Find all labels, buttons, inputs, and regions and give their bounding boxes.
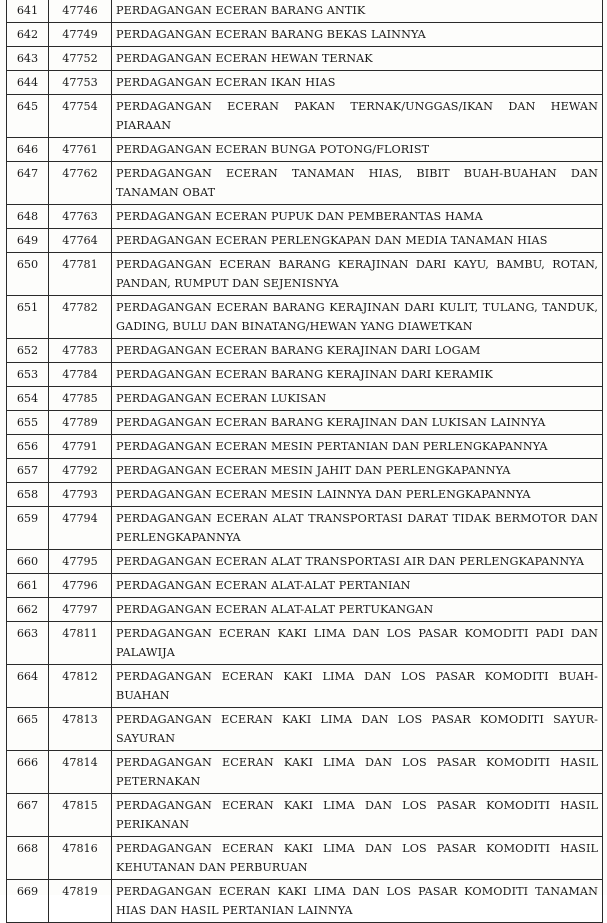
row-number: 659 bbox=[7, 507, 49, 550]
kbli-code: 47782 bbox=[49, 296, 112, 339]
row-number: 649 bbox=[7, 229, 49, 253]
kbli-code: 47792 bbox=[49, 459, 112, 483]
row-number: 654 bbox=[7, 387, 49, 411]
row-number: 664 bbox=[7, 665, 49, 708]
table-row bbox=[7, 837, 603, 880]
row-number: 663 bbox=[7, 622, 49, 665]
kbli-code: 47794 bbox=[49, 507, 112, 550]
table-row bbox=[7, 363, 603, 387]
kbli-code: 47764 bbox=[49, 229, 112, 253]
kbli-description: PERDAGANGAN ECERAN ALAT-ALAT PERTANIAN bbox=[112, 574, 603, 598]
kbli-description: PERDAGANGAN ECERAN LUKISAN bbox=[112, 387, 603, 411]
table-row bbox=[7, 459, 603, 483]
kbli-code: 47816 bbox=[49, 837, 112, 880]
table-row bbox=[7, 205, 603, 229]
kbli-description: PERDAGANGAN ECERAN BARANG ANTIK bbox=[112, 0, 603, 23]
kbli-code: 47761 bbox=[49, 138, 112, 162]
kbli-table bbox=[6, 0, 603, 923]
kbli-code: 47813 bbox=[49, 708, 112, 751]
kbli-description: PERDAGANGAN ECERAN MESIN PERTANIAN DAN PERLENGKAPANNYA bbox=[112, 435, 603, 459]
table-row bbox=[7, 253, 603, 296]
row-number: 652 bbox=[7, 339, 49, 363]
kbli-description: PERDAGANGAN ECERAN PAKAN TERNAK/UNGGAS/IKAN DAN HEWAN PIARAAN bbox=[112, 95, 603, 138]
table-row bbox=[7, 47, 603, 71]
kbli-table-body bbox=[7, 0, 603, 923]
table-row bbox=[7, 339, 603, 363]
kbli-description: PERDAGANGAN ECERAN BARANG BEKAS LAINNYA bbox=[112, 23, 603, 47]
row-number: 648 bbox=[7, 205, 49, 229]
row-number: 668 bbox=[7, 837, 49, 880]
table-row bbox=[7, 622, 603, 665]
row-number: 657 bbox=[7, 459, 49, 483]
kbli-description: PERDAGANGAN ECERAN KAKI LIMA DAN LOS PASAR KOMODITI TANAMAN HIAS DAN HASIL PERTANIAN LAINNYA bbox=[112, 880, 603, 923]
row-number: 667 bbox=[7, 794, 49, 837]
table-row bbox=[7, 550, 603, 574]
kbli-code: 47791 bbox=[49, 435, 112, 459]
row-number: 651 bbox=[7, 296, 49, 339]
kbli-description: PERDAGANGAN ECERAN BARANG KERAJINAN DARI KERAMIK bbox=[112, 363, 603, 387]
row-number: 665 bbox=[7, 708, 49, 751]
table-row bbox=[7, 296, 603, 339]
kbli-code: 47763 bbox=[49, 205, 112, 229]
row-number: 653 bbox=[7, 363, 49, 387]
kbli-description: PERDAGANGAN ECERAN KAKI LIMA DAN LOS PASAR KOMODITI HASIL KEHUTANAN DAN PERBURUAN bbox=[112, 837, 603, 880]
kbli-description: PERDAGANGAN ECERAN BARANG KERAJINAN DARI KULIT, TULANG, TANDUK, GADING, BULU DAN BINATANG/HEWAN YANG DIAWETKAN bbox=[112, 296, 603, 339]
table-row bbox=[7, 708, 603, 751]
kbli-description: PERDAGANGAN ECERAN KAKI LIMA DAN LOS PASAR KOMODITI BUAH-BUAHAN bbox=[112, 665, 603, 708]
row-number: 644 bbox=[7, 71, 49, 95]
kbli-code: 47749 bbox=[49, 23, 112, 47]
kbli-description: PERDAGANGAN ECERAN PUPUK DAN PEMBERANTAS HAMA bbox=[112, 205, 603, 229]
kbli-description: PERDAGANGAN ECERAN HEWAN TERNAK bbox=[112, 47, 603, 71]
table-row bbox=[7, 794, 603, 837]
kbli-description: PERDAGANGAN ECERAN KAKI LIMA DAN LOS PASAR KOMODITI SAYUR-SAYURAN bbox=[112, 708, 603, 751]
row-number: 641 bbox=[7, 0, 49, 23]
table-row bbox=[7, 483, 603, 507]
row-number: 646 bbox=[7, 138, 49, 162]
kbli-code: 47795 bbox=[49, 550, 112, 574]
row-number: 656 bbox=[7, 435, 49, 459]
kbli-description: PERDAGANGAN ECERAN ALAT TRANSPORTASI DARAT TIDAK BERMOTOR DAN PERLENGKAPANNYA bbox=[112, 507, 603, 550]
kbli-code: 47797 bbox=[49, 598, 112, 622]
kbli-code: 47811 bbox=[49, 622, 112, 665]
kbli-description: PERDAGANGAN ECERAN BARANG KERAJINAN DAN LUKISAN LAINNYA bbox=[112, 411, 603, 435]
table-row bbox=[7, 387, 603, 411]
kbli-description: PERDAGANGAN ECERAN KAKI LIMA DAN LOS PASAR KOMODITI HASIL PERIKANAN bbox=[112, 794, 603, 837]
kbli-code: 47753 bbox=[49, 71, 112, 95]
kbli-code: 47812 bbox=[49, 665, 112, 708]
kbli-code: 47754 bbox=[49, 95, 112, 138]
kbli-code: 47784 bbox=[49, 363, 112, 387]
row-number: 645 bbox=[7, 95, 49, 138]
row-number: 658 bbox=[7, 483, 49, 507]
kbli-description: PERDAGANGAN ECERAN ALAT TRANSPORTASI AIR DAN PERLENGKAPANNYA bbox=[112, 550, 603, 574]
table-row bbox=[7, 435, 603, 459]
kbli-description: PERDAGANGAN ECERAN PERLENGKAPAN DAN MEDIA TANAMAN HIAS bbox=[112, 229, 603, 253]
row-number: 647 bbox=[7, 162, 49, 205]
table-row bbox=[7, 598, 603, 622]
table-row bbox=[7, 880, 603, 923]
kbli-code: 47789 bbox=[49, 411, 112, 435]
table-row bbox=[7, 23, 603, 47]
kbli-description: PERDAGANGAN ECERAN TANAMAN HIAS, BIBIT BUAH-BUAHAN DAN TANAMAN OBAT bbox=[112, 162, 603, 205]
kbli-code: 47783 bbox=[49, 339, 112, 363]
kbli-code: 47781 bbox=[49, 253, 112, 296]
row-number: 650 bbox=[7, 253, 49, 296]
table-row bbox=[7, 665, 603, 708]
kbli-code: 47796 bbox=[49, 574, 112, 598]
row-number: 643 bbox=[7, 47, 49, 71]
kbli-code: 47785 bbox=[49, 387, 112, 411]
table-row bbox=[7, 507, 603, 550]
table-row bbox=[7, 162, 603, 205]
kbli-description: PERDAGANGAN ECERAN BARANG KERAJINAN DARI KAYU, BAMBU, ROTAN, PANDAN, RUMPUT DAN SEJENISNYA bbox=[112, 253, 603, 296]
table-row bbox=[7, 95, 603, 138]
kbli-description: PERDAGANGAN ECERAN IKAN HIAS bbox=[112, 71, 603, 95]
table-row bbox=[7, 411, 603, 435]
kbli-description: PERDAGANGAN ECERAN MESIN LAINNYA DAN PERLENGKAPANNYA bbox=[112, 483, 603, 507]
kbli-code: 47746 bbox=[49, 0, 112, 23]
table-row bbox=[7, 229, 603, 253]
row-number: 669 bbox=[7, 880, 49, 923]
row-number: 642 bbox=[7, 23, 49, 47]
kbli-description: PERDAGANGAN ECERAN KAKI LIMA DAN LOS PASAR KOMODITI HASIL PETERNAKAN bbox=[112, 751, 603, 794]
table-row bbox=[7, 751, 603, 794]
kbli-description: PERDAGANGAN ECERAN BARANG KERAJINAN DARI LOGAM bbox=[112, 339, 603, 363]
kbli-description: PERDAGANGAN ECERAN KAKI LIMA DAN LOS PASAR KOMODITI PADI DAN PALAWIJA bbox=[112, 622, 603, 665]
row-number: 666 bbox=[7, 751, 49, 794]
row-number: 655 bbox=[7, 411, 49, 435]
row-number: 660 bbox=[7, 550, 49, 574]
kbli-code: 47814 bbox=[49, 751, 112, 794]
kbli-code: 47793 bbox=[49, 483, 112, 507]
row-number: 662 bbox=[7, 598, 49, 622]
kbli-description: PERDAGANGAN ECERAN BUNGA POTONG/FLORIST bbox=[112, 138, 603, 162]
row-number: 661 bbox=[7, 574, 49, 598]
kbli-code: 47752 bbox=[49, 47, 112, 71]
table-row bbox=[7, 71, 603, 95]
kbli-code: 47819 bbox=[49, 880, 112, 923]
table-row bbox=[7, 138, 603, 162]
kbli-code: 47815 bbox=[49, 794, 112, 837]
table-row bbox=[7, 574, 603, 598]
kbli-code: 47762 bbox=[49, 162, 112, 205]
kbli-description: PERDAGANGAN ECERAN ALAT-ALAT PERTUKANGAN bbox=[112, 598, 603, 622]
kbli-description: PERDAGANGAN ECERAN MESIN JAHIT DAN PERLENGKAPANNYA bbox=[112, 459, 603, 483]
table-row bbox=[7, 0, 603, 23]
